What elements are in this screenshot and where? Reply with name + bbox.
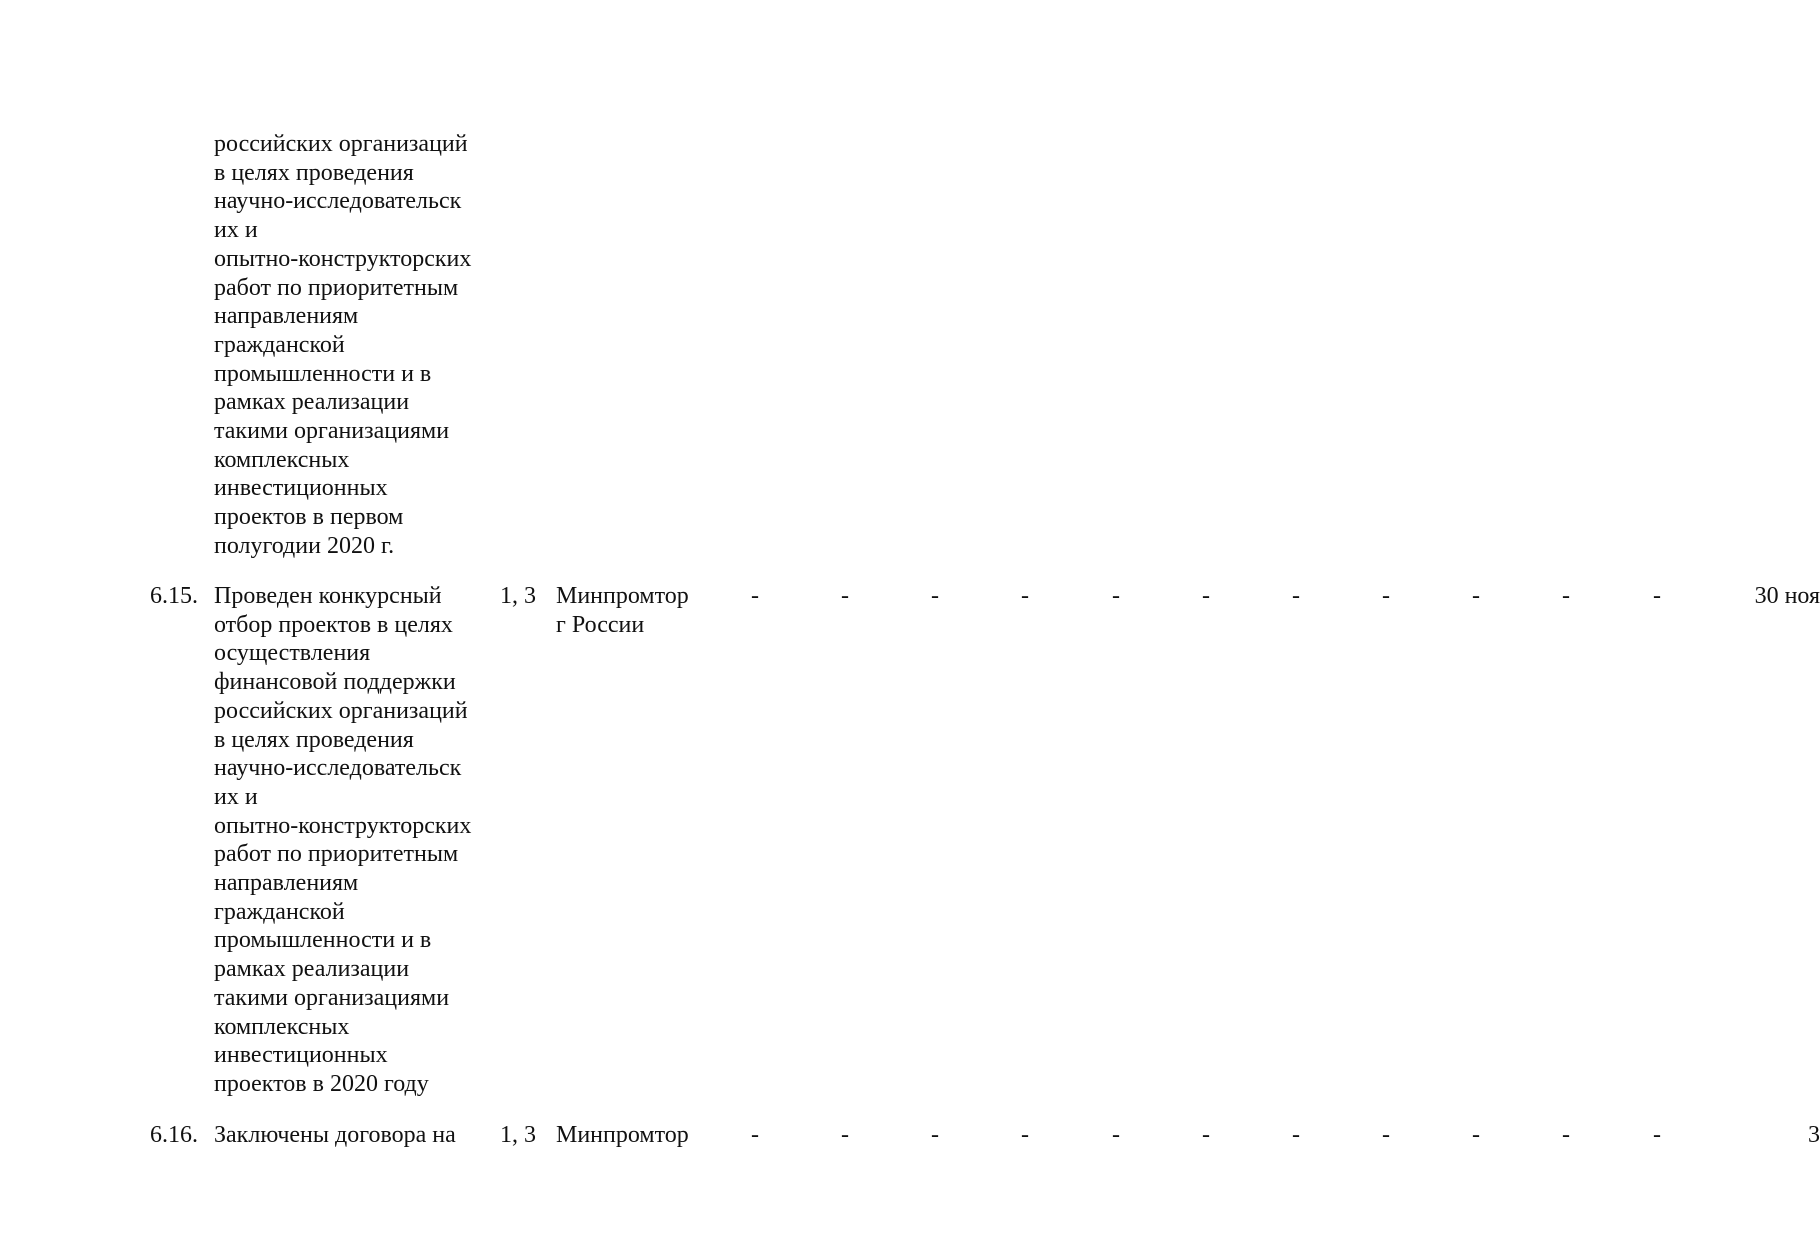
row-description: Заключены договора на (214, 1122, 456, 1148)
row-dash: - (1653, 1122, 1661, 1148)
row-dash: - (751, 1122, 759, 1148)
row-dash: - (1202, 583, 1210, 609)
row-dash: - (1021, 583, 1029, 609)
row-dash: - (1292, 1122, 1300, 1148)
row-dash: - (841, 583, 849, 609)
row-dash: - (1382, 583, 1390, 609)
row-reference: 1, 3 (500, 1122, 536, 1148)
row-dash: - (1202, 1122, 1210, 1148)
row-dash: - (1292, 583, 1300, 609)
row-dash: - (1653, 583, 1661, 609)
row-dash: - (1562, 1122, 1570, 1148)
row-date: 3 (1808, 1122, 1820, 1148)
row-dash: - (1112, 1122, 1120, 1148)
row-dash: - (1382, 1122, 1390, 1148)
row-number: 6.15. (150, 583, 198, 609)
row-reference: 1, 3 (500, 583, 536, 609)
row-dash: - (1021, 1122, 1029, 1148)
row-responsible: Минпромтор (556, 1122, 689, 1148)
row-number: 6.16. (150, 1122, 198, 1148)
row-dash: - (1472, 583, 1480, 609)
row-dash: - (931, 583, 939, 609)
row-dash: - (751, 583, 759, 609)
row-dash: - (1112, 583, 1120, 609)
row-description: Проведен конкурсный отбор проектов в целях осуществления финансовой поддержки российских организаций в целях проведения научно-исследовательск их и опытно-конструкторских работ по приоритетным направлениям гражданской промышленности и в рамках реализации такими организациями комплексных инвестиционных проектов в 2020 году (214, 583, 472, 1097)
row-dash: - (931, 1122, 939, 1148)
row-dash: - (1472, 1122, 1480, 1148)
row-dash: - (1562, 583, 1570, 609)
row-responsible: Минпромтор г России (556, 583, 689, 638)
row-dash: - (841, 1122, 849, 1148)
row-date: 30 ноя (1754, 583, 1820, 609)
row-description: российских организаций в целях проведения научно-исследовательск их и опытно-конструкторских работ по приоритетным направлениям гражданской промышленности и в рамках реализации такими организациями комплексных инвестиционных проектов в первом полугодии 2020 г. (214, 131, 472, 559)
